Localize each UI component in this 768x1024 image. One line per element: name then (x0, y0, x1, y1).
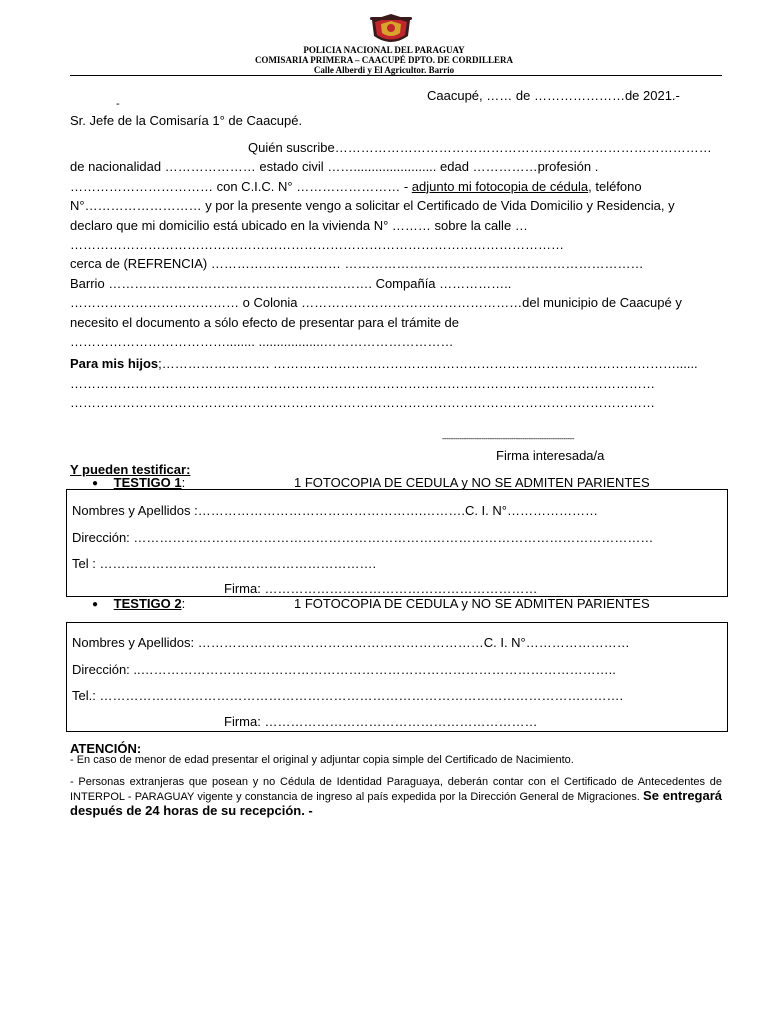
word: vivienda (322, 217, 371, 233)
body-line-13: ……………………………………………………………………………………………………………………… (70, 375, 655, 391)
witness-2-signature: Firma: ……………………………………………………… (224, 714, 538, 729)
word: declaro (70, 217, 113, 233)
word: está (213, 217, 238, 233)
body-line-8 (70, 274, 720, 293)
notice-item-2-text: - Personas extranjeras que posean y no Cédula de Identidad Paraguaya, deberán contar con el Certificado de Antecedentes de INTERPOL - PARAGUAY vigente y constancia de ingreso al país expedida por la Dirección General de Migraciones. (70, 776, 722, 803)
body-line-5 (70, 216, 720, 235)
body-line-2 (70, 157, 720, 176)
signature-label: Firma interesada/a (496, 448, 605, 463)
notice-item-1: - En caso de menor de edad presentar el original y adjuntar copia simple del Certificado de Nacimiento. (70, 754, 574, 766)
witness-2-box (66, 622, 728, 732)
word: sobre (434, 217, 468, 233)
witness-2-phone: Tel.: …………………………………………………………………………………………………………. (72, 688, 624, 703)
colon: : (181, 596, 186, 611)
body-line-1: Quién suscribe…………………………………………………………………………… (248, 140, 712, 155)
header-office: COMISARIA PRIMERA – CAACUPÉ DPTO. DE CORDILLERA (254, 55, 514, 65)
word: Barrio (70, 275, 105, 291)
witness-2-label: TESTIGO 2 (113, 596, 182, 611)
word: civil (302, 159, 324, 175)
body-line-3 (70, 177, 720, 196)
children-dots: ;……………………. …………………………………………………………………………………...... (158, 356, 698, 372)
signature-line: ------------------------------------------------------------- (442, 434, 575, 443)
word: necesito (70, 314, 119, 330)
witness-1-address: Dirección: ………………………………………………………………………………………………………… (72, 530, 654, 545)
word: documento (135, 314, 201, 330)
children-line (70, 354, 720, 373)
word: mi (141, 217, 156, 233)
word: estado (259, 159, 299, 175)
witness-1-note: 1 FOTOCOPIA DE CEDULA y NO SE ADMITEN PARIENTES (294, 475, 650, 490)
body-line-4: N°……………………… y por la presente vengo a solicitar el Certificado de Vida Domicilio y Residencia, y (70, 198, 675, 214)
stray-mark: - (116, 98, 120, 110)
word: para (357, 314, 384, 330)
witness-2-name: Nombres y Apellidos: …………………………………………………………C. I. N°…………………… (72, 635, 630, 650)
word: presentar (299, 314, 355, 330)
word: el (122, 314, 133, 330)
police-emblem (368, 12, 414, 48)
witness-1-label: TESTIGO 1 (113, 475, 182, 490)
witness-1-signature: Firma: ……………………………………………………… (224, 581, 538, 596)
witness-1-name: Nombres y Apellidos :…………………………………………….……….C. I. N°………………… (72, 503, 598, 518)
word: edad (440, 159, 469, 175)
word: de (281, 314, 296, 330)
word: N° (373, 217, 389, 233)
word: efecto (242, 314, 278, 330)
word: ………………… (164, 159, 256, 175)
bullet-icon: ● (92, 478, 99, 489)
notice-title: ATENCIÓN: (70, 741, 142, 756)
word: calle (484, 217, 512, 233)
witness-2-heading (92, 596, 185, 611)
notice-delivery-time: Se entregará después de 24 horas de su recepción. - (70, 788, 723, 818)
body-line-11: ………………………………........ ..................………………………… (70, 334, 454, 350)
word: ……………………………………………………. (108, 275, 372, 291)
word: nacionalidad (88, 159, 162, 175)
word: a (203, 314, 211, 330)
word: de (444, 314, 460, 330)
header-address: Calle Alberdi y El Agricultor. Barrio (313, 65, 455, 75)
witness-1-heading (92, 475, 185, 490)
witness-intro: Y pueden testificar: (70, 462, 191, 477)
colon: : (181, 475, 186, 490)
children-label: Para mis hijos (70, 356, 159, 372)
attach-copy-text: adjunto mi fotocopia de cédula (411, 178, 589, 194)
word: la (308, 217, 319, 233)
word: . (594, 159, 599, 175)
witness-1-box (66, 489, 728, 597)
witness-2-address: Dirección: ..……………………………………………………………………………………………….. (72, 662, 616, 677)
header-rule (70, 75, 722, 76)
addressee: Sr. Jefe de la Comisaría 1° de Caacupé. (70, 113, 303, 128)
header-org: POLICIA NACIONAL DEL PARAGUAY (303, 45, 465, 55)
date-line: Caacupé, …… de …………………de 2021.- (427, 88, 680, 103)
body-line-7: cerca de (REFRENCIA) ………………………… …………………………………………………………… (70, 256, 644, 272)
witness-2-note: 1 FOTOCOPIA DE CEDULA y NO SE ADMITEN PARIENTES (294, 596, 650, 611)
word: ubicado (241, 217, 287, 233)
word: trámite (401, 314, 441, 330)
word: sólo (214, 314, 239, 330)
word: domicilio (158, 217, 210, 233)
word: Compañía (375, 275, 436, 291)
text: …………………………… con C.I.C. N° …………………… - (70, 178, 412, 194)
word: el (387, 314, 398, 330)
word: ……… (391, 217, 431, 233)
bullet-icon: ● (92, 599, 99, 610)
body-line-14: ……………………………………………………………………………………………………………………… (70, 395, 655, 411)
word: … (514, 217, 528, 233)
witness-1-phone: Tel : ………………………………………………………. (72, 556, 377, 571)
word: de (70, 159, 85, 175)
word: la (470, 217, 481, 233)
word: ……………profesión (472, 159, 592, 175)
notice-item-2 (70, 776, 722, 819)
word: ……....................... (327, 159, 437, 175)
word: en (290, 217, 305, 233)
request-body (70, 138, 720, 413)
text: , teléfono (588, 178, 642, 194)
body-line-6: …………………………………………………………………………………………………… (70, 237, 564, 253)
word: que (116, 217, 138, 233)
word: …………….. (439, 275, 512, 291)
body-line-9: ………………………………… o Colonia ……………………………………………del municipio de Caacupé y (70, 295, 682, 311)
body-line-10 (70, 313, 720, 332)
